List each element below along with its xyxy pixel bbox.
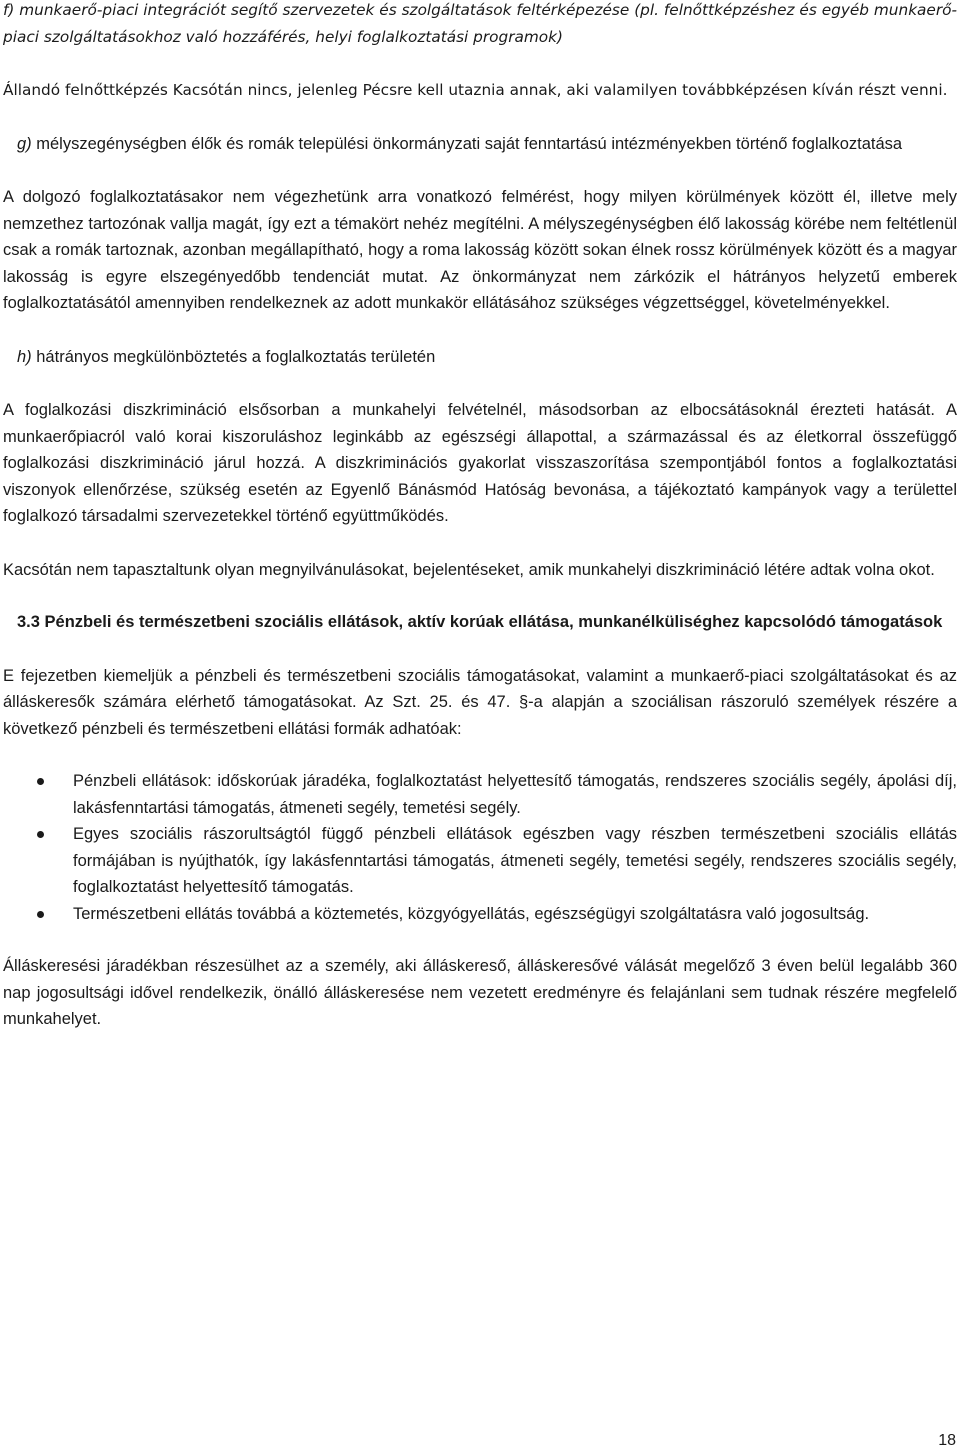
section-3-3-closing: Álláskeresési járadékban részesülhet az a személy, aki álláskereső, álláskeresővé válását megelőző 3 éven belül legalább 360 nap jogosultsági idővel rendelkezik, önálló álláskeresése nem vezetett eredményre és felajánlani sem tudnak részére megfelelő munkahelyet.	[3, 957, 957, 1028]
section-3-3-intro: E fejezetben kiemeljük a pénzbeli és természetbeni szociális támogatásokat, valamint a munkaerő-piaci szolgáltatásokat és az álláskeresők számára elérhető támogatásokat. Az Szt. 25. és 47. §-a alapján a szociálisan rászoruló személyek részére a következő pénzbeli és természetbeni ellátási formák adhatóak:	[3, 666, 957, 738]
section-f-letter: f)	[3, 1, 15, 19]
section-h-letter: h)	[17, 347, 32, 366]
section-h-paragraph-1: A foglalkozási diszkrimináció elsősorban a munkahelyi felvételnél, másodsorban az elbocsátásoknál érezteti hatását. A munkaerőpiacról való korai kiszoruláshoz leginkább az egészségi állapottal, a származással és az életkorral összefüggő foglalkozási diszkrimináció járul hozzá. A diszkriminációs gyakorlat visszaszorítása szempontjából fontos a foglalkoztatási viszonyok ellenőrzése, szükség esetén az Egyenlő Bánásmód Hatóság bevonása, a tájékoztató kampányok vagy a területtel foglalkozó társadalmi szervezetekkel történő együttműködés.	[3, 401, 957, 525]
bullet-icon	[37, 911, 44, 918]
list-item-text: Pénzbeli ellátások: időskorúak járadéka, foglalkoztatást helyettesítő támogatás, rendszeres szociális segély, ápolási díj, lakásfenntartási támogatás, átmeneti segély, temetési segély.	[73, 772, 957, 817]
list-item	[3, 901, 957, 928]
page-number: 18	[938, 1432, 956, 1449]
section-3-3-title: Pénzbeli és természetbeni szociális ellátások, aktív korúak ellátása, munkanélküliséghez kapcsolódó támogatások	[39, 613, 943, 631]
section-g-heading	[3, 131, 957, 158]
section-f-paragraph: Állandó felnőttképzés Kacsótán nincs, jelenleg Pécsre kell utaznia annak, aki valamilyen továbbképzésen kíván részt venni.	[3, 81, 948, 99]
list-item	[3, 768, 957, 821]
section-3-3-number: 3.3	[17, 613, 40, 631]
section-g-letter: g)	[17, 134, 32, 153]
section-h-heading	[3, 344, 957, 371]
section-f-heading	[3, 0, 957, 50]
section-f-heading-text: munkaerő-piaci integrációt segítő szervezetek és szolgáltatások feltérképezése (pl. felnőttképzéshez és egyéb munkaerő-piaci szolgáltatásokhoz való hozzáférés, helyi foglalkoztatási programok)	[3, 1, 957, 46]
list-item-text: Egyes szociális rászorultságtól függő pénzbeli ellátások egészben vagy részben természetbeni szociális ellátás formájában is nyújthatók, így lakásfenntartási támogatás, átmeneti segély, temetési segély, rendszeres szociális segély, foglalkoztatást helyettesítő támogatás.	[73, 825, 957, 896]
section-3-3-heading	[3, 609, 957, 636]
bullet-icon	[37, 831, 44, 838]
section-h-paragraph-2: Kacsótán nem tapasztaltunk olyan megnyilvánulásokat, bejelentéseket, amik munkahelyi diszkrimináció létére adtak volna okot.	[3, 560, 935, 579]
list-item-text: Természetbeni ellátás továbbá a köztemetés, közgyógyellátás, egészségügyi szolgáltatásra való jogosultság.	[73, 904, 870, 923]
section-g-paragraph: A dolgozó foglalkoztatásakor nem végezhetünk arra vonatkozó felmérést, hogy milyen körülmények között él, illetve mely nemzethez tartozónak vallja magát, így ezt a témakört nehéz megítélni. A mélyszegénységben élő lakosság körébe nem feltétlenül csak a romák tartoznak, azonban megállapítható, hogy a roma lakosság között sokan élnek rossz körülmények között és a magyar lakosság is egyre elszegényedőbb tendenciát mutat. Az önkormányzat nem zárkózik el hátrányos helyzetű emberek foglalkoztatásától amennyiben rendelkeznek az adott munkakör ellátásához szükséges végzettséggel, követelményekkel.	[3, 188, 957, 312]
section-g-heading-text: mélyszegénységben élők és romák települési önkormányzati saját fenntartású intézményekben történő foglalkoztatása	[31, 134, 903, 153]
benefits-list	[3, 768, 957, 927]
list-item	[3, 821, 957, 901]
section-h-heading-text: hátrányos megkülönböztetés a foglalkoztatás területén	[31, 347, 436, 366]
document-page	[3, 0, 957, 1033]
bullet-icon	[37, 778, 44, 785]
